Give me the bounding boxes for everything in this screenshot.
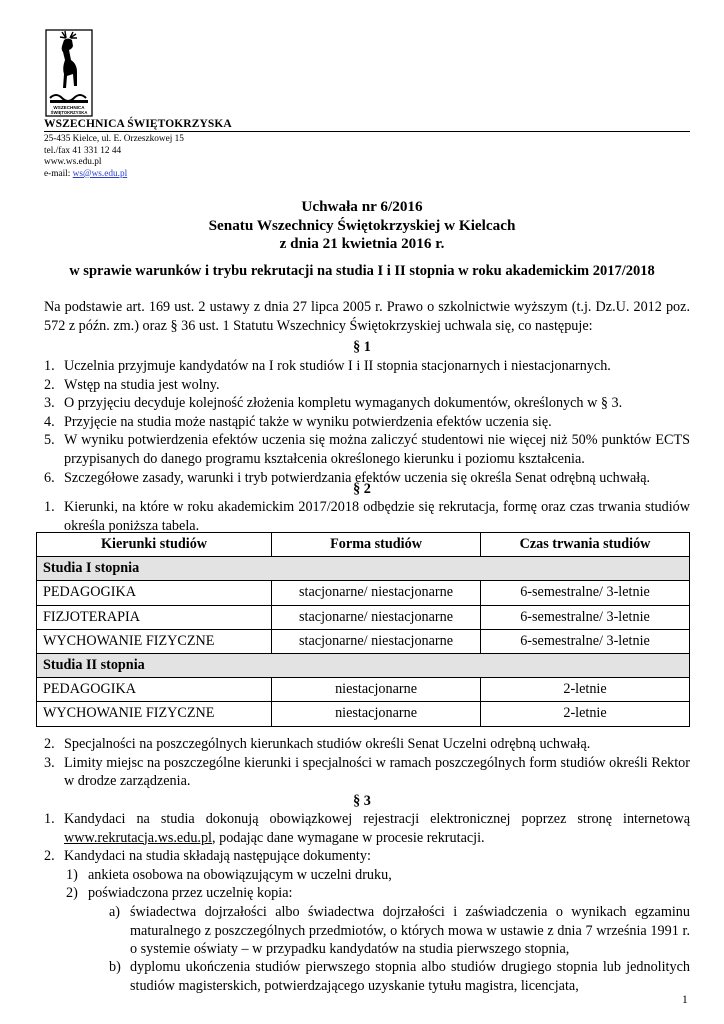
section3-heading: § 3 bbox=[353, 793, 371, 809]
email-label: e-mail: bbox=[44, 168, 71, 179]
intro-paragraph: Na podstawie art. 169 ust. 2 ustawy z dnia 27 lipca 2005 r. Prawo o szkolnictwie wyższym (t.j. Dz.U. 2012 poz. 572 z późn. zm.) oraz § 36 ust. 1 Statutu Wszechnicy Świętokrzyskiej uchwala się, co następuje: bbox=[44, 299, 690, 334]
section2-heading: § 2 bbox=[353, 481, 371, 497]
list-item: 4. Przyjęcie na studia może nastąpić także w wyniku potwierdzenia efektów uczenia się. bbox=[44, 413, 552, 430]
table-section-label: Studia I stopnia bbox=[37, 557, 690, 581]
table-header-cell: Forma studiów bbox=[272, 533, 481, 557]
list-item: 1. Kandydaci na studia dokonują obowiązkowej rejestracji elektronicznej poprzez stronę internetową www.rekrutacja.ws.edu.pl, podając dane wymagane w procesie rekrutacji. bbox=[44, 811, 690, 846]
programs-table bbox=[36, 532, 690, 727]
table-cell: PEDAGOGIKA bbox=[37, 678, 272, 702]
document-title bbox=[0, 198, 724, 254]
section2-list-intro bbox=[44, 498, 690, 535]
section3-list bbox=[44, 810, 690, 866]
list-item: 6. Szczegółowe zasady, warunki i tryb potwierdzania efektów uczenia się określa Senat odrębną uchwałą. bbox=[44, 469, 651, 486]
section1-heading: § 1 bbox=[353, 339, 371, 355]
list-item: 3. Limity miejsc na poszczególne kierunki i specjalności w ramach poszczególnych form studiów określi Rektor w drodze zarządzenia. bbox=[44, 754, 690, 790]
email-link[interactable]: ws@ws.edu.pl bbox=[72, 168, 128, 179]
table-cell: stacjonarne/ niestacjonarne bbox=[272, 581, 481, 605]
university-logo bbox=[44, 28, 120, 118]
section1-list bbox=[44, 357, 690, 487]
list-item: 2) poświadczona przez uczelnię kopia: bbox=[66, 885, 293, 901]
table-header-cell: Kierunki studiów bbox=[37, 533, 272, 557]
list-item: 3. O przyjęciu decyduje kolejność złożenia kompletu wymaganych dokumentów, określonych w § 3. bbox=[44, 395, 623, 412]
table-header-cell: Czas trwania studiów bbox=[481, 533, 690, 557]
table-cell: PEDAGOGIKA bbox=[37, 581, 272, 605]
table-row bbox=[37, 605, 690, 629]
table-cell: niestacjonarne bbox=[272, 702, 481, 726]
logo-text-line1: WSZECHNICA bbox=[53, 105, 85, 110]
document-subject: w sprawie warunków i trybu rekrutacji na studia I i II stopnia w roku akademickim 2017/2018 bbox=[69, 263, 655, 279]
list-item: 2. Kandydaci na studia składają następujące dokumenty: bbox=[44, 848, 371, 865]
table-row bbox=[37, 581, 690, 605]
table-header-row bbox=[37, 533, 690, 557]
table-cell: stacjonarne/ niestacjonarne bbox=[272, 605, 481, 629]
list-item: b) dyplomu ukończenia studiów pierwszego stopnia albo studiów drugiego stopnia lub jednolitych studiów magisterskich, potwierdzającego uzyskanie tytułu magistra, licencjata, bbox=[109, 959, 690, 994]
table-cell: WYCHOWANIE FIZYCZNE bbox=[37, 702, 272, 726]
list-item: a) świadectwa dojrzałości albo świadectwa dojrzałości i zaświadczenia o wynikach egzaminu maturalnego z poszczególnych przedmiotów, o których mowa w ustawie z dnia 7 września 1991 r. o systemie oświaty – w przypadku kandydatów na studia pierwszego stopnia, bbox=[109, 904, 690, 958]
table-cell: 6-semestralne/ 3-letnie bbox=[481, 629, 690, 653]
website: www.ws.edu.pl bbox=[44, 157, 102, 168]
title-line2: Senatu Wszechnicy Świętokrzyskiej w Kielcach bbox=[208, 216, 516, 234]
contact-block bbox=[44, 134, 184, 180]
list-item: 5. W wyniku potwierdzenia efektów uczenia się można zaliczyć studentowi nie więcej niż 50% punktów ECTS przypisanych do danego programu kształcenia określonego kierunku i poziomu kształcenia. bbox=[44, 432, 690, 467]
list-item: 2. Wstęp na studia jest wolny. bbox=[44, 376, 220, 393]
table-section-label: Studia II stopnia bbox=[37, 653, 690, 677]
list-item: 1. Kierunki, na które w roku akademickim 2017/2018 odbędzie się rekrutacja, formę oraz czas trwania studiów określa poniższa tabela. bbox=[44, 499, 690, 534]
list-item: 1) ankieta osobowa na obowiązującym w uczelni druku, bbox=[66, 867, 392, 883]
table-cell: stacjonarne/ niestacjonarne bbox=[272, 629, 481, 653]
table-section-row bbox=[37, 653, 690, 677]
header-divider bbox=[44, 131, 690, 132]
list-item: 2. Specjalności na poszczególnych kierunkach studiów określi Senat Uczelni odrębną uchwałą. bbox=[44, 736, 591, 752]
table-cell: 2-letnie bbox=[481, 678, 690, 702]
phone: tel./fax 41 331 12 44 bbox=[44, 145, 122, 156]
table-cell: niestacjonarne bbox=[272, 678, 481, 702]
table-cell: 6-semestralne/ 3-letnie bbox=[481, 581, 690, 605]
table-cell: 2-letnie bbox=[481, 702, 690, 726]
org-name: WSZECHNICA ŚWIĘTOKRZYSKA bbox=[44, 118, 232, 130]
logo-text-line2: ŚWIĘTOKRZYSKA bbox=[50, 110, 88, 115]
title-line1: Uchwała nr 6/2016 bbox=[301, 198, 423, 215]
table-cell: 6-semestralne/ 3-letnie bbox=[481, 605, 690, 629]
table-section-row bbox=[37, 557, 690, 581]
table-row bbox=[37, 702, 690, 726]
table-row bbox=[37, 678, 690, 702]
recruitment-link[interactable]: www.rekrutacja.ws.edu.pl bbox=[64, 829, 212, 846]
list-item: 1. Uczelnia przyjmuje kandydatów na I rok studiów I i II stopnia stacjonarnych i niestacjonarnych. bbox=[44, 358, 611, 374]
table-cell: FIZJOTERAPIA bbox=[37, 605, 272, 629]
address: 25-435 Kielce, ul. E. Orzeszkowej 15 bbox=[44, 134, 184, 144]
title-line3: z dnia 21 kwietnia 2016 r. bbox=[279, 235, 445, 252]
table-row bbox=[37, 629, 690, 653]
page-number: 1 bbox=[682, 994, 688, 1006]
table-cell: WYCHOWANIE FIZYCZNE bbox=[37, 629, 272, 653]
section2-list-after bbox=[44, 735, 690, 791]
email-line bbox=[44, 169, 184, 181]
